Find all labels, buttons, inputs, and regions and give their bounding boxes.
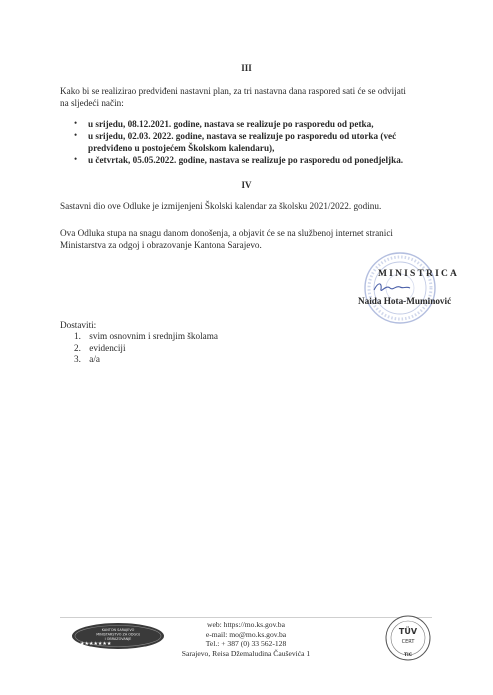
delivery-item-text: svim osnovnim i srednjim školama <box>89 331 218 341</box>
handwritten-signature-icon <box>372 280 412 296</box>
delivery-label: Dostaviti: <box>60 320 97 330</box>
footer-contact <box>166 620 326 658</box>
delivery-item-number: 1. <box>74 331 81 341</box>
intro-line-1: Kako bi se realizirao predviđeni nastavni plan, za tri nastavna dana raspored sati će se odvijati <box>60 86 406 96</box>
intro-line-2: na sljedeći način: <box>60 98 124 108</box>
delivery-item-number: 3. <box>74 354 81 364</box>
section-heading-iii: III <box>241 63 252 73</box>
footer-divider <box>60 617 432 618</box>
closing-paragraph <box>60 227 440 251</box>
section4-text: Sastavni dio ove Odluke je izmijenjeni Školski kalendar za školsku 2021/2022. godinu. <box>60 201 382 211</box>
bullet-icon: • <box>74 118 78 128</box>
footer-address: Sarajevo, Reisa Džemaludina Čauševića 1 <box>181 648 311 658</box>
bullet-text: u srijedu, 02.03. 2022. godine, nastava se realizuje po rasporedu od utorka (već <box>88 131 397 141</box>
footer-email-link[interactable]: e-mail: mo@mo.ks.gov.ba <box>205 629 287 639</box>
svg-text:I OBRAZOVANJE: I OBRAZOVANJE <box>104 637 132 641</box>
signatory-name: Naida Hota-Muminović <box>358 296 452 306</box>
delivery-item-number: 2. <box>74 342 81 353</box>
bullet-icon: • <box>74 154 78 164</box>
delivery-item <box>74 331 334 343</box>
cert-brand: TÜV <box>398 627 418 636</box>
footer-phone: Tel.: + 387 (0) 33 562-128 <box>205 639 287 649</box>
svg-text:★★★★★★★: ★★★★★★★ <box>80 641 112 647</box>
kanton-sarajevo-logo <box>70 621 166 651</box>
cert-label: CERT <box>401 639 415 645</box>
bullet-text: u četvrtak, 05.05.2022. godine, nastava se realizuje po rasporedu od ponedjeljka. <box>88 155 404 165</box>
bullet-text: u srijedu, 08.12.2021. godine, nastava se realizuje po rasporedu od petka, <box>88 119 374 129</box>
closing-line-2: Ministarstva za odgoj i obrazovanje Kantona Sarajevo. <box>60 240 262 250</box>
delivery-item <box>74 343 334 355</box>
section3-intro <box>60 85 440 109</box>
delivery-item-text: a/a <box>89 354 101 364</box>
tuv-certification-logo <box>384 614 432 662</box>
cert-sub: TIC <box>403 653 413 658</box>
svg-text:MINISTARSTVO ZA ODGOJ: MINISTARSTVO ZA ODGOJ <box>96 632 140 637</box>
section-heading-iv: IV <box>241 180 252 190</box>
bullet-text-continued: predviđeno u postojećem Školskom kalendaru), <box>88 143 275 153</box>
delivery-list <box>74 331 334 366</box>
bullet-icon: • <box>74 130 78 140</box>
delivery-item-text: evidenciji <box>89 342 126 353</box>
footer-web-link[interactable]: web: https://mo.ks.gov.ba <box>207 620 285 629</box>
delivery-item <box>74 354 334 366</box>
signatory-title: MINISTRICA <box>378 269 460 279</box>
svg-text:KANTON SARAJEVO: KANTON SARAJEVO <box>101 628 135 632</box>
closing-line-1: Ova Odluka stupa na snagu danom donošenja, a objavit će se na službenoj internet stranici <box>60 228 393 238</box>
